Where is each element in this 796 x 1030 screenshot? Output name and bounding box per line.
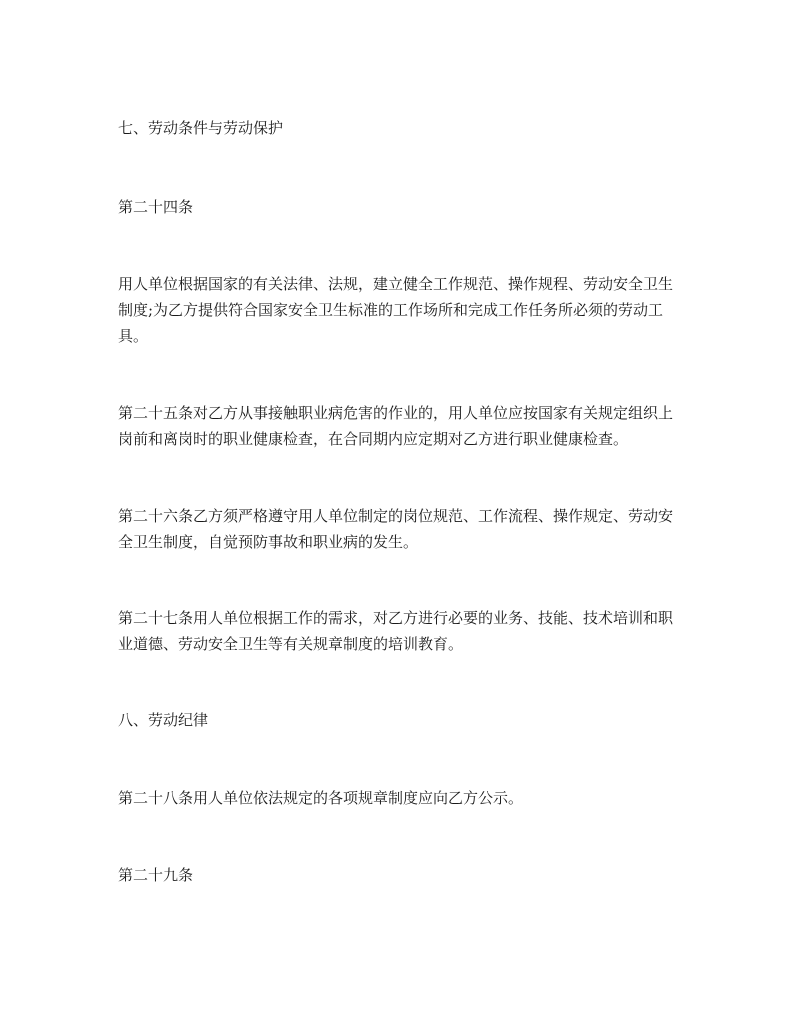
article-28-paragraph: 第二十八条用人单位依法规定的各项规章制度应向乙方公示。 [118, 789, 524, 807]
article-29-heading: 第二十九条 [118, 866, 194, 884]
section-heading-labor-conditions: 七、劳动条件与劳动保护 [118, 119, 284, 137]
article-26-paragraph: 第二十六条乙方须严格遵守用人单位制定的岗位规范、工作流程、操作规定、劳动安全卫生制度，自觉预防事故和职业病的发生。 [118, 507, 674, 551]
article-24-heading: 第二十四条 [118, 198, 194, 216]
article-25-paragraph: 第二十五条对乙方从事接触职业病危害的作业的，用人单位应按国家有关规定组织上岗前和离岗时的职业健康检查，在合同期内应定期对乙方进行职业健康检查。 [118, 404, 674, 448]
article-27-paragraph: 第二十七条用人单位根据工作的需求，对乙方进行必要的业务、技能、技术培训和职业道德、劳动安全卫生等有关规章制度的培训教育。 [118, 609, 674, 653]
article-24-body: 用人单位根据国家的有关法律、法规，建立健全工作规范、操作规程、劳动安全卫生制度;为乙方提供符合国家安全卫生标准的工作场所和完成工作任务所必须的劳动工具。 [118, 275, 674, 345]
section-heading-labor-discipline: 八、劳动纪律 [118, 711, 209, 729]
